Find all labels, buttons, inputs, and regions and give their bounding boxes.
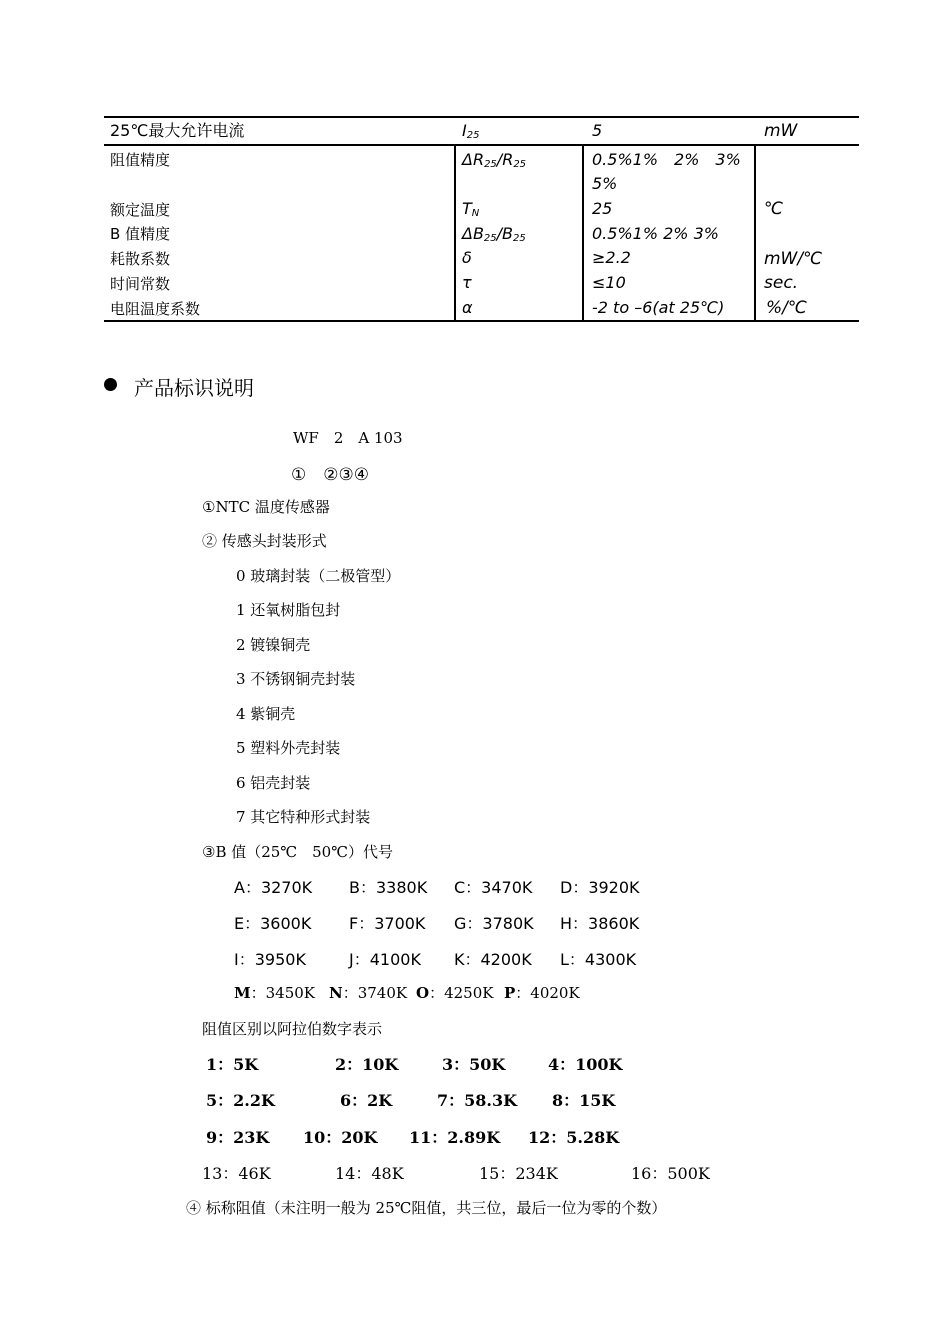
b-value-code: F：3700K bbox=[349, 914, 426, 933]
item-4-label: ④ 标称阻值（未注明一般为 25℃阻值，共三位，最后一位为零的个数） bbox=[186, 1199, 667, 1217]
table-cell-value-cont: 5% bbox=[592, 174, 618, 193]
table-top-rule bbox=[104, 116, 859, 118]
resistance-code: 10：20K bbox=[303, 1128, 378, 1147]
table-cell-value: -2 to –6(at 25℃) bbox=[592, 298, 725, 317]
table-cell-value: 5 bbox=[592, 121, 603, 140]
table-cell-name: 电阻温度系数 bbox=[110, 300, 201, 318]
table-cell-value: 0.5%1% 2% 3% bbox=[592, 150, 741, 169]
resistance-code: 2：10K bbox=[335, 1055, 399, 1074]
package-option: 2 镀镍铜壳 bbox=[236, 636, 311, 654]
resistance-code: 16：500K bbox=[631, 1164, 710, 1183]
b-value-code: K：4200K bbox=[454, 950, 532, 969]
resistance-code: 11：2.89K bbox=[409, 1128, 501, 1147]
item-1-label: ①NTC 温度传感器 bbox=[202, 498, 330, 516]
resistance-code: 13：46K bbox=[202, 1164, 271, 1183]
b-value-code: M：3450K bbox=[234, 984, 315, 1002]
item-2-title: ② 传感头封装形式 bbox=[202, 532, 327, 550]
parameter-table bbox=[104, 116, 859, 322]
b-value-code: H：3860K bbox=[560, 914, 640, 933]
b-value-code: G：3780K bbox=[454, 914, 534, 933]
table-cell-symbol: δ bbox=[462, 248, 472, 267]
table-col-divider bbox=[454, 146, 456, 320]
resistance-code: 5：2.2K bbox=[206, 1091, 275, 1110]
resistance-code: 9：23K bbox=[206, 1128, 270, 1147]
b-value-code: L：4300K bbox=[560, 950, 637, 969]
table-cell-name: 25℃最大允许电流 bbox=[110, 121, 245, 140]
b-value-code: O：4250K bbox=[416, 984, 494, 1002]
package-option: 1 还氧树脂包封 bbox=[236, 601, 341, 619]
b-value-code: I：3950K bbox=[234, 950, 306, 969]
bullet-icon bbox=[104, 378, 117, 391]
table-cell-symbol: α bbox=[462, 298, 473, 317]
resistance-code: 4：100K bbox=[548, 1055, 623, 1074]
resistance-code-title: 阻值区别以阿拉伯数字表示 bbox=[202, 1020, 383, 1038]
table-cell-value: ≥2.2 bbox=[592, 248, 631, 267]
resistance-code: 3：50K bbox=[442, 1055, 506, 1074]
product-code: WF 2 A 103 bbox=[293, 429, 403, 447]
b-value-code: P：4020K bbox=[504, 984, 580, 1002]
table-cell-unit: mW/℃ bbox=[764, 249, 823, 269]
package-option: 4 紫铜壳 bbox=[236, 705, 296, 723]
table-bottom-rule bbox=[104, 320, 859, 322]
table-cell-symbol: $\Delta R_{25}/R_{25}$ bbox=[462, 150, 527, 170]
resistance-code: 8：15K bbox=[552, 1091, 616, 1110]
table-cell-value: 25 bbox=[592, 199, 613, 218]
section-title: 产品标识说明 bbox=[134, 376, 254, 400]
table-cell-name: 耗散系数 bbox=[110, 250, 171, 268]
b-value-code: C：3470K bbox=[454, 878, 533, 897]
b-value-code: E：3600K bbox=[234, 914, 312, 933]
table-cell-value: 0.5%1% 2% 3% bbox=[592, 224, 719, 243]
table-col-divider bbox=[754, 146, 756, 320]
table-cell-symbol: τ bbox=[462, 273, 472, 292]
package-option: 7 其它特种形式封装 bbox=[236, 808, 371, 826]
resistance-code: 1：5K bbox=[206, 1055, 259, 1074]
b-value-code: J：4100K bbox=[349, 950, 421, 969]
table-cell-unit: %/℃ bbox=[766, 298, 807, 318]
b-value-code: D：3920K bbox=[560, 878, 640, 897]
table-cell-name: 额定温度 bbox=[110, 201, 171, 219]
table-cell-name: B 值精度 bbox=[110, 225, 171, 243]
table-cell-symbol: $\Delta B_{25}/B_{25}$ bbox=[462, 224, 526, 244]
resistance-code: 7：58.3K bbox=[437, 1091, 518, 1110]
item-3-title: ③B 值（25℃ 50℃）代号 bbox=[202, 843, 393, 861]
resistance-code: 15：234K bbox=[479, 1164, 558, 1183]
table-cell-name: 时间常数 bbox=[110, 275, 171, 293]
resistance-code: 14：48K bbox=[335, 1164, 404, 1183]
table-col-divider bbox=[582, 146, 584, 320]
table-cell-unit: sec. bbox=[764, 273, 799, 293]
package-option: 6 铝壳封装 bbox=[236, 774, 311, 792]
b-value-code: N：3740K bbox=[329, 984, 408, 1002]
package-option: 0 玻璃封装（二极管型） bbox=[236, 567, 401, 585]
table-cell-symbol: $T_N$ bbox=[462, 199, 480, 219]
table-cell-unit: mW bbox=[764, 121, 798, 141]
table-header-rule bbox=[104, 144, 859, 146]
b-value-code: A：3270K bbox=[234, 878, 313, 897]
code-markers: ① ②③④ bbox=[291, 465, 369, 485]
table-cell-name: 阻值精度 bbox=[110, 151, 171, 169]
package-option: 3 不锈钢铜壳封装 bbox=[236, 670, 356, 688]
table-cell-symbol: $I_{25}$ bbox=[462, 121, 480, 141]
table-cell-unit: ℃ bbox=[764, 199, 784, 219]
table-cell-value: ≤10 bbox=[592, 273, 626, 292]
b-value-code: B：3380K bbox=[349, 878, 428, 897]
resistance-code: 12：5.28K bbox=[528, 1128, 620, 1147]
package-option: 5 塑料外壳封装 bbox=[236, 739, 341, 757]
resistance-code: 6：2K bbox=[340, 1091, 393, 1110]
